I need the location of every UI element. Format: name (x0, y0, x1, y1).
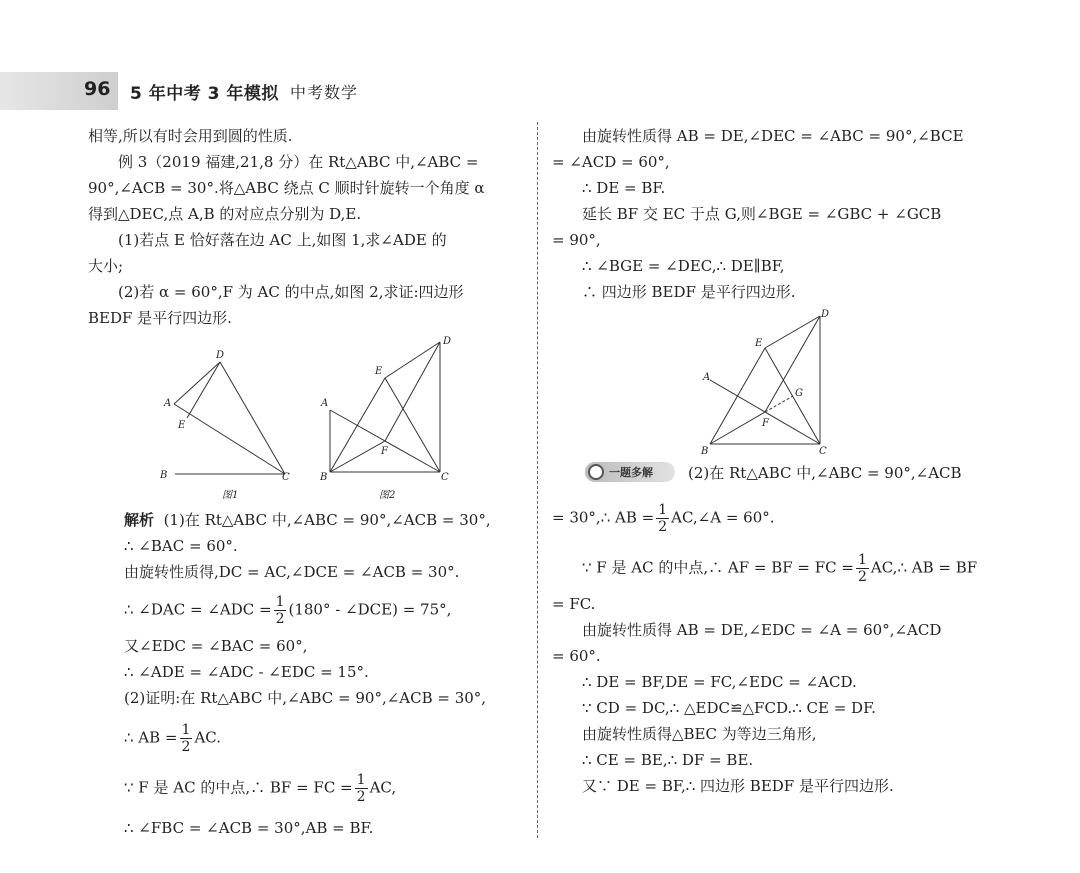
text-line: 大小; (88, 257, 124, 275)
solution-text: ∵ F 是 AC 的中点,∴ BF = FC = (124, 778, 353, 797)
solution-line: 由旋转性质得,DC = AC,∠DCE = ∠ACB = 30°. (124, 563, 460, 581)
text-line: 相等,所以有时会用到圆的性质. (88, 127, 293, 145)
solution-line: ∴ ∠BGE = ∠DEC,∴ DE∥BF, (582, 257, 785, 275)
fraction-half (180, 722, 193, 755)
label-a: A (703, 372, 711, 383)
solution-line (124, 510, 491, 530)
fraction-numerator: 1 (275, 594, 285, 610)
alternate-solution-badge (585, 462, 675, 482)
figure-2 (315, 332, 465, 504)
solution-line (552, 502, 775, 535)
label-e: E (375, 366, 383, 377)
segment-ac (174, 404, 285, 474)
solution-line: = 60°. (552, 647, 601, 665)
figure-1 (150, 342, 300, 504)
fraction-denominator: 2 (181, 739, 191, 755)
label-f: F (762, 418, 769, 429)
solution-line: = ∠ACD = 60°, (552, 153, 670, 171)
book-title: 5 年中考 3 年模拟 (130, 84, 279, 104)
text-line: 90°,∠ACB = 30°.将△ABC 绕点 C 顺时针旋转一个角度 α (88, 179, 485, 197)
question-2: (2)若 α = 60°,F 为 AC 的中点,如图 2,求证:四边形 (118, 283, 464, 301)
solution-text: ∵ F 是 AC 的中点,∴ AF = BF = FC = (582, 558, 854, 577)
label-c: C (282, 472, 290, 483)
solution-line: (2)在 Rt△ABC 中,∠ABC = 90°,∠ACB (688, 464, 962, 482)
solution-line: ∴ ∠ADE = ∠ADC - ∠EDC = 15°. (124, 663, 369, 681)
solution-line: 由旋转性质得 AB = DE,∠DEC = ∠ABC = 90°,∠BCE (582, 127, 964, 145)
solution-text: AC,∴ AB = BF (870, 558, 978, 577)
solution-line: ∴ DE = BF. (582, 179, 666, 197)
text-line: BEDF 是平行四边形. (88, 309, 232, 327)
solution-line: ∵ CD = DC,∴ △EDC≌△FCD.∴ CE = DF. (582, 699, 876, 717)
label-e: E (755, 338, 763, 349)
solution-text: = 30°,∴ AB = (552, 508, 655, 527)
solution-line (582, 552, 977, 585)
solution-text: AC, (369, 778, 397, 797)
fraction-numerator: 1 (857, 552, 867, 568)
solution-line: 由旋转性质得 AB = DE,∠EDC = ∠A = 60°,∠ACD (582, 621, 942, 639)
book-subtitle: 中考数学 (290, 83, 359, 102)
label-d: D (443, 336, 452, 347)
solution-text: ∴ ∠DAC = ∠ADC = (124, 600, 272, 619)
fraction-half (656, 502, 669, 535)
segment-ad (174, 362, 220, 404)
label-g: G (795, 388, 803, 399)
solution-line: ∴ ∠BAC = 60°. (124, 537, 238, 555)
solution-line (124, 722, 221, 755)
figure-2-caption: 图2 (379, 490, 396, 501)
fraction-denominator: 2 (857, 569, 867, 585)
fraction-numerator: 1 (181, 722, 191, 738)
label-e: E (178, 420, 186, 431)
badge-label: 一题多解 (609, 466, 653, 479)
solution-line (124, 772, 396, 805)
fraction-half (274, 594, 287, 627)
fraction-half (856, 552, 869, 585)
label-f: F (381, 446, 388, 457)
lightbulb-icon (588, 464, 604, 480)
label-b: B (160, 470, 168, 481)
solution-line: = 90°, (552, 231, 601, 249)
solution-text: AC. (194, 728, 221, 747)
segment-de (187, 362, 220, 418)
label-c: C (819, 446, 827, 457)
solution-line: 延长 BF 交 EC 于点 G,则∠BGE = ∠GBC + ∠GCB (582, 205, 942, 223)
page-number: 96 (84, 78, 111, 100)
label-d: D (216, 350, 225, 361)
label-b: B (320, 472, 328, 483)
figure-1-caption: 图1 (222, 490, 239, 501)
solution-line: ∴ ∠FBC = ∠ACB = 30°,AB = BF. (124, 819, 374, 837)
fraction-numerator: 1 (658, 502, 668, 518)
solution-line: 又∵ DE = BF,∴ 四边形 BEDF 是平行四边形. (582, 777, 894, 795)
fraction-denominator: 2 (658, 519, 668, 535)
solution-text: (1)在 Rt△ABC 中,∠ABC = 90°,∠ACB = 30°, (163, 511, 491, 529)
solution-line: ∴ CE = BE,∴ DF = BE. (582, 751, 754, 769)
label-a: A (164, 398, 172, 409)
column-divider (537, 122, 538, 838)
solution-line: 由旋转性质得△BEC 为等边三角形, (582, 725, 817, 743)
analysis-label: 解析 (124, 511, 155, 529)
text-line: 得到△DEC,点 A,B 的对应点分别为 D,E. (88, 205, 362, 223)
figure-3 (695, 306, 845, 458)
solution-line: ∴ DE = BF,DE = FC,∠EDC = ∠ACD. (582, 673, 857, 691)
fraction-denominator: 2 (356, 789, 366, 805)
fraction-numerator: 1 (356, 772, 366, 788)
label-b: B (701, 446, 709, 457)
solution-line (124, 594, 451, 627)
label-c: C (441, 472, 449, 483)
label-a: A (321, 398, 329, 409)
fraction-half (355, 772, 368, 805)
solution-text: (180° - ∠DCE) = 75°, (288, 600, 452, 619)
solution-line: (2)证明:在 Rt△ABC 中,∠ABC = 90°,∠ACB = 30°, (124, 689, 487, 707)
fraction-denominator: 2 (275, 611, 285, 627)
solution-text: ∴ AB = (124, 728, 178, 747)
solution-line: 又∠EDC = ∠BAC = 60°, (124, 637, 308, 655)
segment-dc (220, 362, 285, 474)
solution-text: AC,∠A = 60°. (671, 508, 775, 527)
solution-line: = FC. (552, 595, 596, 613)
question-1: (1)若点 E 恰好落在边 AC 上,如图 1,求∠ADE 的 (118, 231, 447, 249)
example-heading: 例 3（2019 福建,21,8 分）在 Rt△ABC 中,∠ABC = (118, 153, 479, 171)
label-d: D (821, 309, 830, 320)
solution-line: ∴ 四边形 BEDF 是平行四边形. (582, 283, 796, 301)
